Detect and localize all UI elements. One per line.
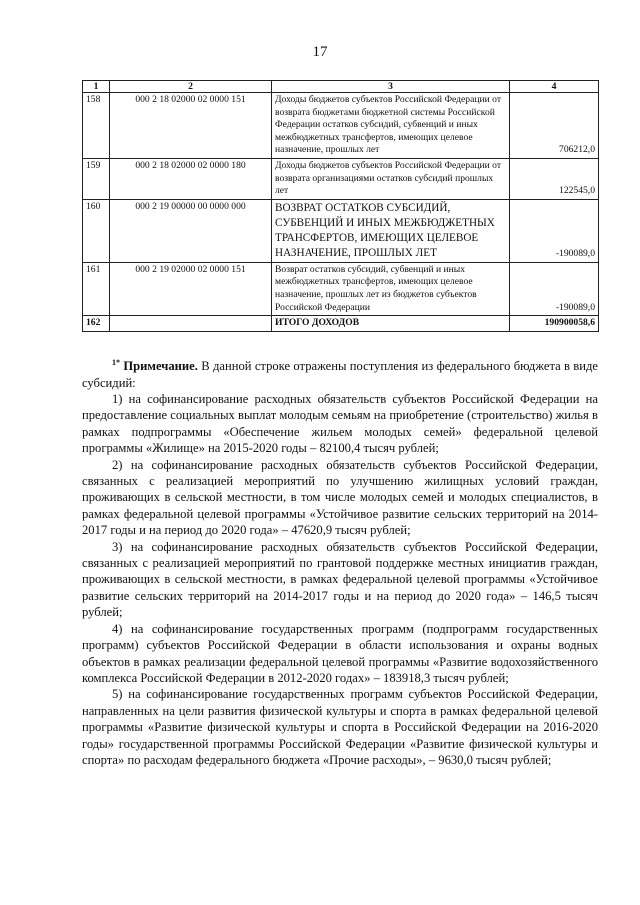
amount: -190089,0 xyxy=(510,199,599,262)
note-intro-text: В данной строке отражены поступления из федерального бюджета в виде субсидий: xyxy=(82,359,598,390)
budget-code: 000 2 19 02000 02 0000 151 xyxy=(110,262,272,315)
revenue-table xyxy=(82,80,599,332)
table-row xyxy=(83,158,599,199)
budget-code: 000 2 18 02000 02 0000 151 xyxy=(110,93,272,159)
table-row xyxy=(83,262,599,315)
total-label: ИТОГО ДОХОДОВ xyxy=(272,316,510,332)
total-amount: 190900058,6 xyxy=(510,316,599,332)
table-header-row xyxy=(83,81,599,93)
total-row xyxy=(83,316,599,332)
budget-code: 000 2 19 00000 00 0000 000 xyxy=(110,199,272,262)
amount: 706212,0 xyxy=(510,93,599,159)
budget-code: 000 2 18 02000 02 0000 180 xyxy=(110,158,272,199)
revenue-name: Возврат остатков субсидий, субвенций и иных межбюджетных трансфертов, имеющих целевое назначение, прошлых лет из бюджетов субъектов Российской Федерации xyxy=(272,262,510,315)
note-item: 5) на софинансирование государственных программ субъектов Российской Федерации, направленных на цели развития физической культуры и спорта в рамках федеральной целевой программы «Развитие физической культуры и спорта в Российской Федерации на 2016-2020 годы» государственной программы Российской Федерации «Развитие физической культуры и спорта» по расходам федерального бюджета «Прочие расходы», – 9630,0 тысяч рублей; xyxy=(82,687,598,767)
note-item: 1) на софинансирование расходных обязательств субъектов Российской Федерации на предоставление социальных выплат молодым семьям на приобретение (строительство) жилья в рамках подпрограммы «Обеспечение жильем молодых семей» федеральной целевой программы «Жилище» на 2015-2020 годы – 82100,4 тысяч рублей; xyxy=(82,392,598,456)
row-number: 158 xyxy=(83,93,110,159)
note-item: 2) на софинансирование расходных обязательств субъектов Российской Федерации, связанных с реализацией мероприятий по улучшению жилищных условий граждан, проживающих в сельской местности, в том числе молодых семей и молодых специалистов, в рамках федеральной целевой программы «Устойчивое развитие сельских территорий на 2014-2017 годы и на период до 2020 года» – 47620,9 тысяч рублей; xyxy=(82,457,598,538)
row-number: 162 xyxy=(83,316,110,332)
revenue-name: Доходы бюджетов субъектов Российской Федерации от возврата бюджетами бюджетной системы Российской Федерации остатков субсидий, субвенций и иных межбюджетных трансфертов, имеющих целевое назначение, прошлых лет xyxy=(272,93,510,159)
amount: 122545,0 xyxy=(510,158,599,199)
column-header: 3 xyxy=(272,81,510,93)
column-header: 1 xyxy=(83,81,110,93)
note-item: 4) на софинансирование государственных программ (подпрограмм государственных программ) субъектов Российской Федерации в области использования и охраны водных объектов в рамках реализации федеральной целевой программы «Развитие водохозяйственного комплекса Российской Федерации в 2012-2020 годах» – 183918,3 тысяч рублей; xyxy=(82,621,598,685)
budget-code xyxy=(110,316,272,332)
note-item: 3) на софинансирование расходных обязательств субъектов Российской Федерации, связанных с реализацией мероприятий по грантовой поддержке местных инициатив граждан, проживающих в сельской местности, в рамках федеральной целевой программы «Устойчивое развитие сельских территорий на 2014-2017 годы и на период до 2020 года» – 146,5 тысяч рублей; xyxy=(82,539,598,620)
note-section xyxy=(82,355,598,768)
row-number: 161 xyxy=(83,262,110,315)
revenue-name: Доходы бюджетов субъектов Российской Федерации от возврата организациями остатков субсидий прошлых лет xyxy=(272,158,510,199)
column-header: 4 xyxy=(510,81,599,93)
revenue-name: ВОЗВРАТ ОСТАТКОВ СУБСИДИЙ, СУБВЕНЦИЙ И ИНЫХ МЕЖБЮДЖЕТНЫХ ТРАНСФЕРТОВ, ИМЕЮЩИХ ЦЕЛЕВОЕ НАЗНАЧЕНИЕ, ПРОШЛЫХ ЛЕТ xyxy=(272,199,510,262)
note-intro xyxy=(82,355,598,391)
table-row xyxy=(83,199,599,262)
column-header: 2 xyxy=(110,81,272,93)
table-row xyxy=(83,93,599,159)
row-number: 159 xyxy=(83,158,110,199)
note-label: Примечание. xyxy=(123,359,198,374)
amount: -190089,0 xyxy=(510,262,599,315)
footnote-marker: 1* xyxy=(112,358,120,367)
page-number: 17 xyxy=(312,44,328,60)
row-number: 160 xyxy=(83,199,110,262)
